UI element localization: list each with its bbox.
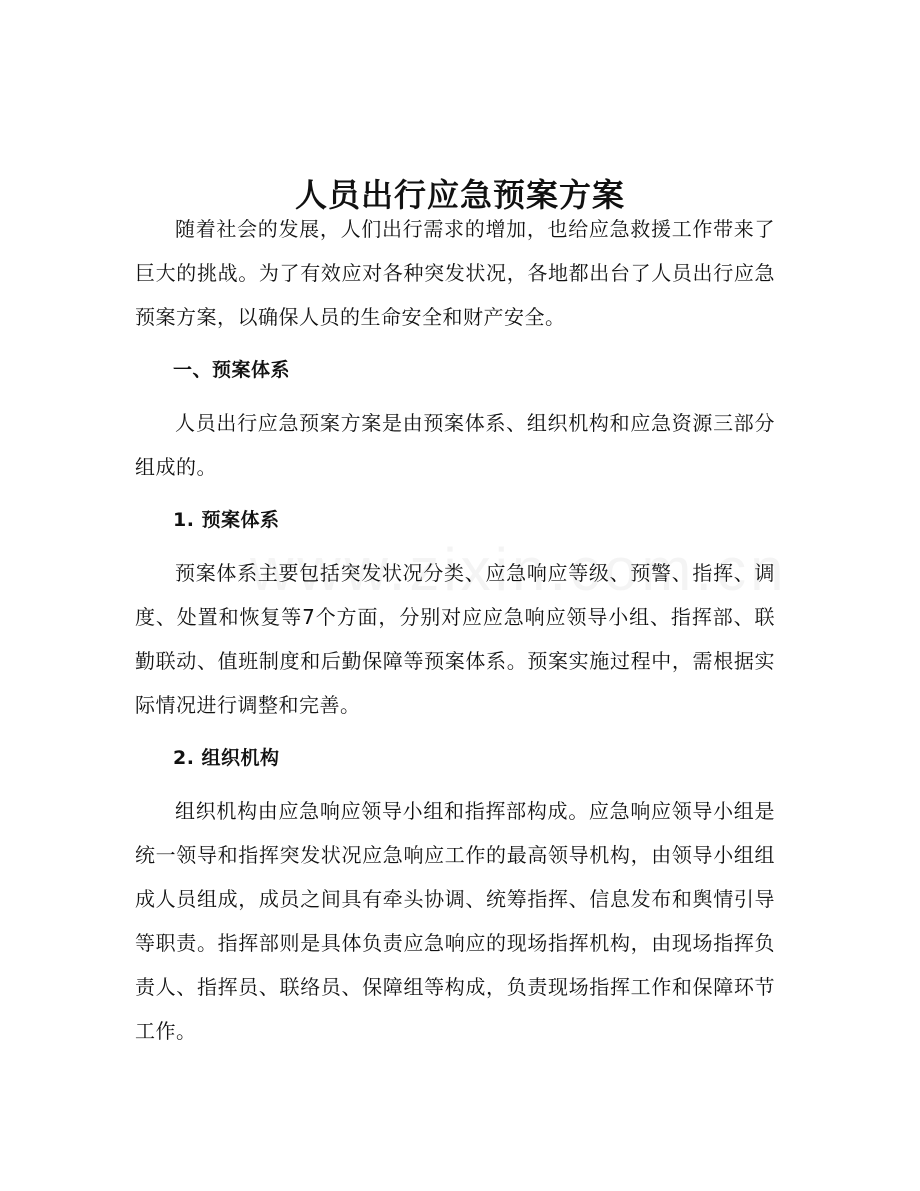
spacer — [135, 542, 775, 551]
subsection-heading: 1. 预案体系 — [173, 509, 280, 531]
subsection-paragraph: 组织机构由应急响应领导小组和指挥部构成。应急响应领导小组是统一领导和指挥突发状况应急响应工作的最高领导机构，由领导小组组成人员组成，成员之间具有牵头协调、统筹指挥、信息发布和舆情引导等职责。指挥部则是具体负责应急响应的现场指挥机构，由现场指挥负责人、指挥员、联络员、保障组等构成，负责现场指挥工作和保障环节工作。 — [135, 799, 775, 1043]
document-title: 人员出行应急预案方案 — [294, 176, 625, 215]
section-paragraph: 人员出行应急预案方案是由预案体系、组织机构和应急资源三部分组成的。 — [135, 411, 775, 479]
spacer — [135, 727, 775, 736]
spacer — [135, 392, 775, 401]
section-heading: 一、预案体系 — [173, 359, 291, 381]
spacer — [135, 339, 775, 348]
subsection-paragraph: 预案体系主要包括突发状况分类、应急响应等级、预警、指挥、调度、处置和恢复等7个方面，分别对应应急响应领导小组、指挥部、联勤联动、值班制度和后勤保障等预案体系。预案实施过程中，需根据实际情况进行调整和完善。 — [135, 561, 775, 717]
spacer — [135, 489, 775, 498]
subsection-heading: 2. 组织机构 — [173, 747, 280, 769]
intro-paragraph: 随着社会的发展，人们出行需求的增加，也给应急救援工作带来了巨大的挑战。为了有效应对各种突发状况，各地都出台了人员出行应急预案方案，以确保人员的生命安全和财产安全。 — [135, 217, 775, 329]
spacer — [135, 780, 775, 789]
document-body — [135, 207, 775, 1053]
